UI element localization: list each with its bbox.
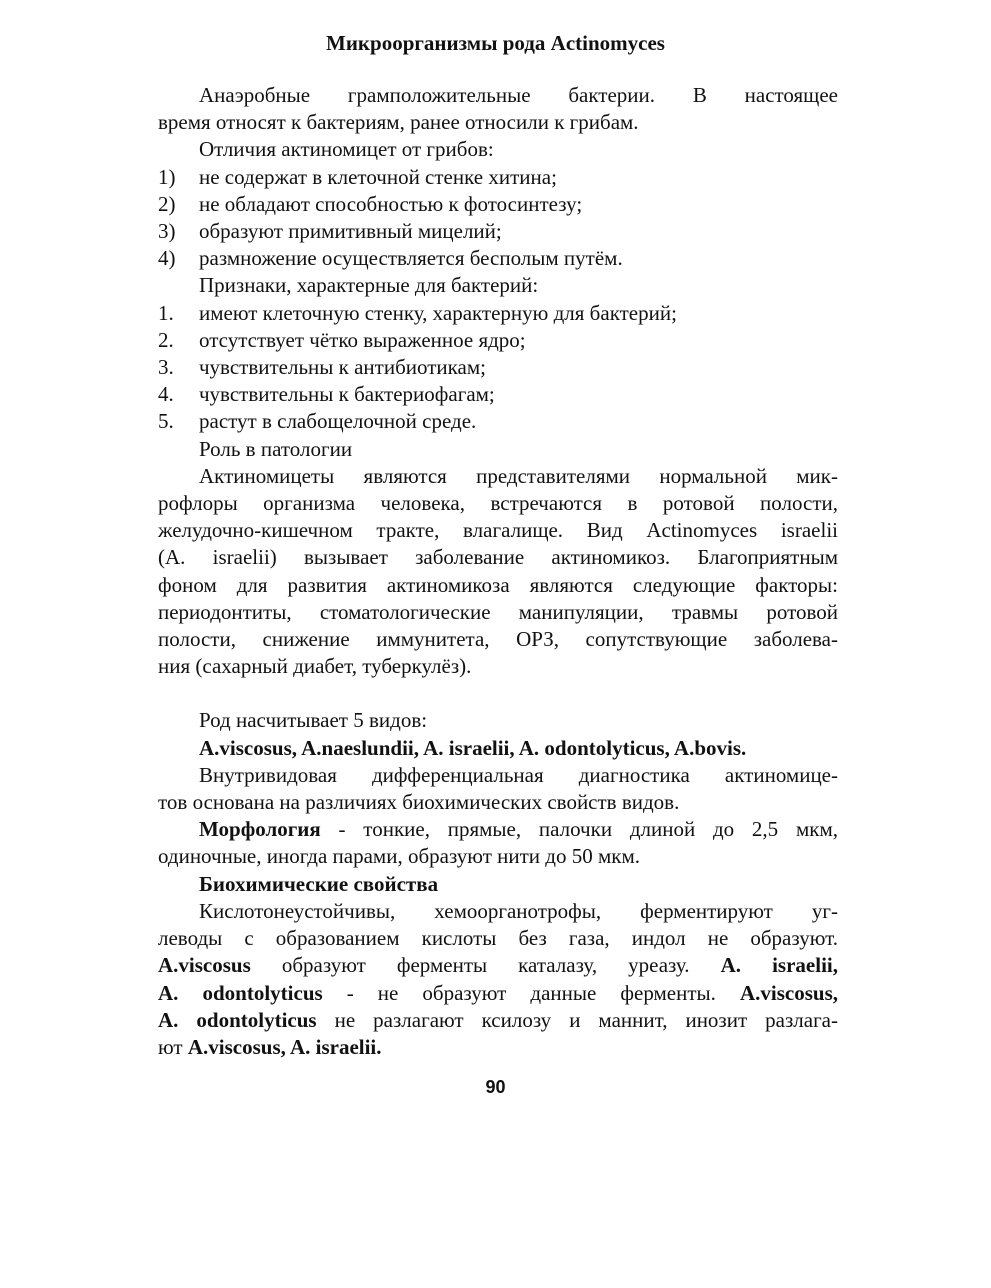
biochem-line-1: Кислотонеустойчивы, хемоорганотрофы, ферментируют уг- xyxy=(199,898,838,923)
list-number: 1) xyxy=(158,164,176,189)
species-name: A. odontolyticus xyxy=(158,980,323,1005)
bacterial-signs-list xyxy=(158,300,838,436)
list-number: 4. xyxy=(158,382,174,407)
biochem-text: - не образуют данные ферменты. xyxy=(322,980,740,1005)
list-item xyxy=(158,408,838,435)
paragraph-line: периодонтиты, стоматологические манипуляции, травмы ротовой xyxy=(158,599,838,624)
species-name: A.viscosus, xyxy=(739,980,838,1005)
biochem-text: не разлагают ксилозу и маннит, инозит разлага- xyxy=(316,1007,838,1032)
diagnostics-line-2: тов основана на различиях биохимических свойств видов. xyxy=(158,790,680,815)
species-name: A. odontolyticus xyxy=(158,1007,317,1032)
bacterial-signs-heading: Признаки, характерные для бактерий: xyxy=(199,273,539,298)
list-text: имеют клеточную стенку, характерную для бактерий; xyxy=(199,300,677,325)
blank-line xyxy=(158,680,838,707)
intro-line-2: время относят к бактериям, ранее относили к грибам. xyxy=(158,110,639,135)
list-number: 4) xyxy=(158,246,176,271)
biochem-line-2: леводы с образованием кислоты без газа, индол не образуют. xyxy=(158,926,838,951)
page-number: 90 xyxy=(485,1077,506,1097)
paragraph-line: ния (сахарный диабет, туберкулёз). xyxy=(158,654,472,679)
biochem-heading-text: Биохимические свойства xyxy=(199,871,439,896)
species-intro: Род насчитывает 5 видов: xyxy=(199,708,428,733)
list-number: 5. xyxy=(158,409,174,434)
intro-line-1: Анаэробные грамположительные бактерии. В настоящее xyxy=(199,83,838,107)
page-title: Микроорганизмы рода Actinomyces xyxy=(326,31,665,55)
list-item xyxy=(158,191,838,218)
species-names: A.viscosus, A.naeslundii, A. israelii, A. odontolyticus, A.bovis. xyxy=(199,735,747,760)
list-item xyxy=(158,354,838,381)
species-name: A. israelii, xyxy=(720,953,838,978)
paragraph-line: фоном для развития актиномикоза являются следующие факторы: xyxy=(158,572,838,597)
list-text: отсутствует чётко выраженное ядро; xyxy=(199,327,526,352)
species-name: A.viscosus xyxy=(158,953,251,978)
biochem-line-3 xyxy=(158,952,838,979)
list-text: размножение осуществляется бесполым путём. xyxy=(199,246,623,271)
list-number: 3. xyxy=(158,355,174,380)
biochem-line-5 xyxy=(158,1007,838,1034)
paragraph-line: Актиномицеты являются представителями нормальной мик- xyxy=(199,463,838,488)
list-text: чувствительны к бактериофагам; xyxy=(199,382,495,407)
list-item xyxy=(158,164,838,191)
biochem-heading xyxy=(158,871,838,898)
pathology-heading: Роль в патологии xyxy=(199,436,353,461)
species-list xyxy=(158,735,838,762)
biochem-line-6 xyxy=(158,1034,838,1061)
biochem-line-4 xyxy=(158,980,838,1007)
morphology-text: - тонкие, прямые, палочки длиной до 2,5 мкм, xyxy=(320,817,838,842)
list-text: чувствительны к антибиотикам; xyxy=(199,355,486,380)
biochem-text: образуют ферменты каталазу, уреазу. xyxy=(250,953,721,978)
list-item xyxy=(158,245,838,272)
morphology-line-2: одиночные, иногда парами, образуют нити до 50 мкм. xyxy=(158,844,641,869)
list-text: образуют примитивный мицелий; xyxy=(199,219,502,244)
paragraph-line: рофлоры организма человека, встречаются в ротовой полости, xyxy=(158,491,838,516)
list-number: 2. xyxy=(158,327,174,352)
list-number: 2) xyxy=(158,191,176,216)
diagnostics-line-1: Внутривидовая дифференциальная диагностика актиномице- xyxy=(199,762,838,787)
paragraph-line: полости, снижение иммунитета, ОРЗ, сопутствующие заболева- xyxy=(158,627,838,652)
pathology-paragraph xyxy=(158,463,838,681)
differences-list xyxy=(158,164,838,273)
list-item xyxy=(158,218,838,245)
list-text: не содержат в клеточной стенке хитина; xyxy=(199,164,557,189)
page-body xyxy=(158,82,838,1061)
list-text: растут в слабощелочной среде. xyxy=(199,409,477,434)
list-number: 3) xyxy=(158,219,176,244)
morphology-label: Морфология xyxy=(199,817,321,842)
list-item xyxy=(158,327,838,354)
list-item xyxy=(158,381,838,408)
species-name: A.viscosus, A. israelii. xyxy=(187,1034,382,1059)
morphology-line-1 xyxy=(158,816,838,843)
paragraph-line: (A. israelii) вызывает заболевание актиномикоз. Благоприятным xyxy=(158,545,838,570)
list-text: не обладают способностью к фотосинтезу; xyxy=(199,191,583,216)
differences-heading: Отличия актиномицет от грибов: xyxy=(199,137,494,162)
list-item xyxy=(158,300,838,327)
paragraph-line: желудочно-кишечном тракте, влагалище. Вид Actinomyces israelii xyxy=(158,518,838,543)
list-number: 1. xyxy=(158,300,174,325)
biochem-text: ют xyxy=(158,1034,188,1059)
